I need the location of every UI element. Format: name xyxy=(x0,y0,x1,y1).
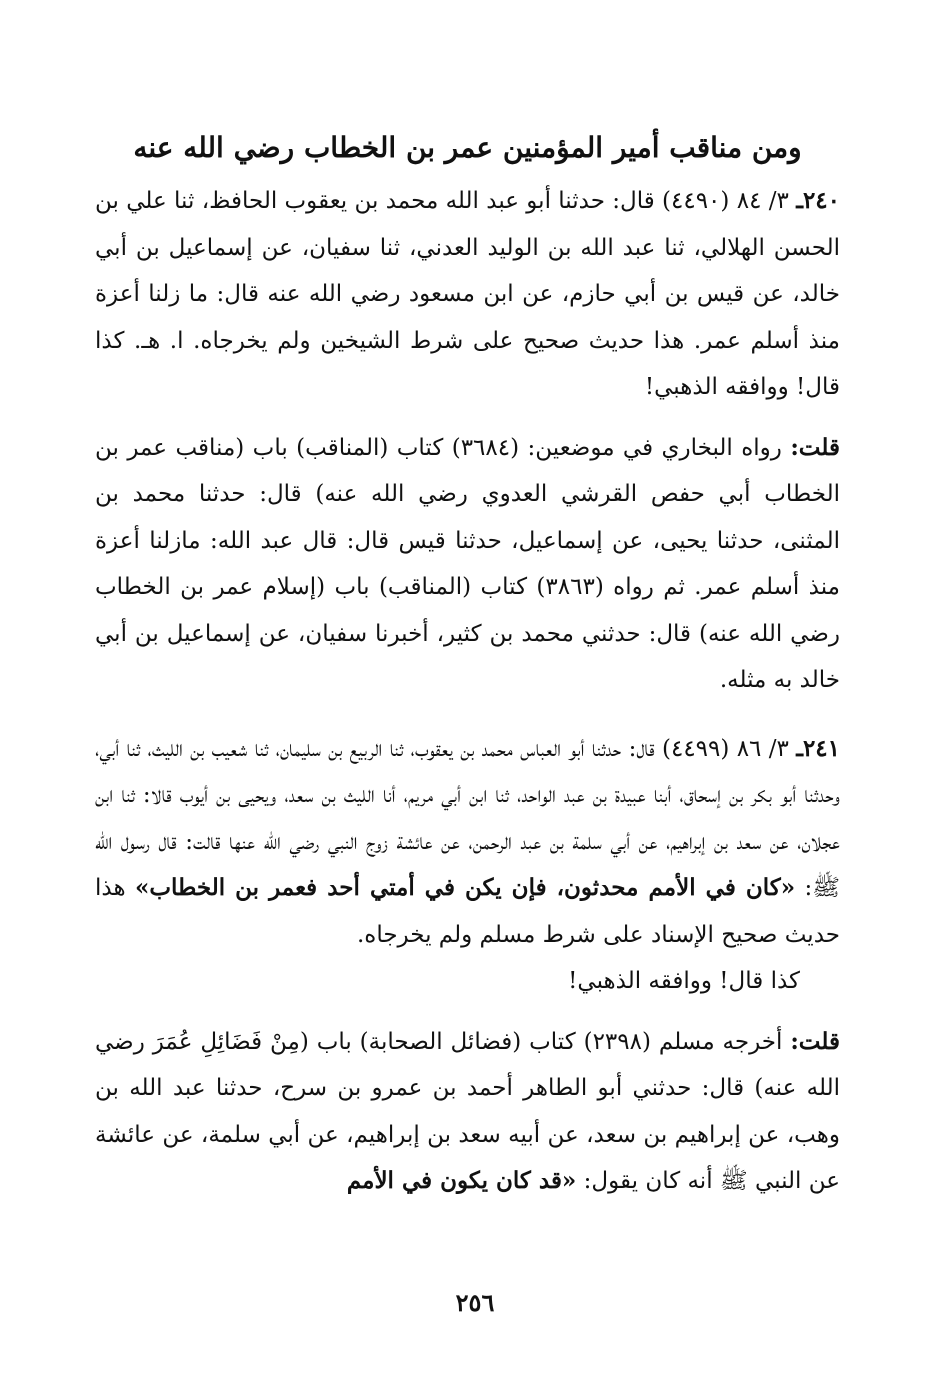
commentary-241 xyxy=(95,1019,840,1205)
hadith-number: ٢٤١ـ xyxy=(796,734,840,762)
page-number: ٢٥٦ xyxy=(455,1288,495,1317)
hadith-241 xyxy=(95,726,840,959)
commentary-text: أخرجه مسلم (٢٣٩٨) كتاب (فضائل الصحابة) باب (مِنْ فَضَائِلِ عُمَرَ رضي الله عنه) قال: حدثني أبو الطاهر أحمد بن عمرو بن سرح، حدثنا عبد الله بن وهب، عن إبراهيم بن سعد، عن أبيه سعد بن إبراهيم، عن أبي سلمة، عن عائشة عن النبي ﷺ أنه كان يقول: xyxy=(95,1028,840,1194)
hadith-text-end: هذا حديث صحيح الإسناد على شرط مسلم ولم يخرجاه. xyxy=(95,875,840,948)
commentary-lead: قلت: xyxy=(790,433,840,461)
hadith-number: ٢٤٠ـ xyxy=(796,187,841,214)
hadith-quote: «كان في الأمم محدثون، فإن يكن في أمتي أحد فعمر بن الخطاب» xyxy=(134,874,796,901)
hadith-text: ٣/ ٨٤ (٤٤٩٠) قال: حدثنا أبو عبد الله محمد بن يعقوب الحافظ، ثنا علي بن الحسن الهلالي، ثنا عبد الله بن الوليد العدني، ثنا سفيان، عن إسماعيل بن أبي خالد، عن قيس بن أبي حازم، عن ابن مسعود رضي الله عنه قال: ما زلنا أعزة منذ أسلم عمر. هذا حديث صحيح على شرط الشيخين ولم يخرجاه. ا. هـ. كذا قال! ووافقه الذهبي! xyxy=(95,188,840,400)
section-title: ومن مناقب أمير المؤمنين عمر بن الخطاب رضي الله عنه xyxy=(133,131,802,164)
hadith-240 xyxy=(95,178,840,411)
commentary-lead: قلت: xyxy=(790,1027,840,1055)
commentary-quote: «قد كان يكون في الأمم xyxy=(346,1167,577,1194)
hadith-text: ٣/ ٨٦ (٤٤٩٩) قال: حدثنا أبو العباس محمد بن يعقوب، ثنا الربيع بن سليمان، ثنا شعيب بن الليث، ثنا أبي، وحدثنا أبو بكر بن إسحاق، أبنا عبيدة بن عبد الواحد، ثنا ابن أبي مريم، أنا الليث بن سعد، ويحيى بن أيوب قالا: ثنا ابن عجلان، عن سعد بن إبراهيم، عن أبي سلمة بن عبد الرحمن، عن عائشة زوج النبي رضي الله عنها قالت: قال رسول الله ﷺ: xyxy=(95,735,840,901)
remark-241: كذا قال! ووافقه الذهبي! xyxy=(568,968,800,994)
commentary-240 xyxy=(95,425,840,704)
commentary-text: رواه البخاري في موضعين: (٣٦٨٤) كتاب (المناقب) باب (مناقب عمر بن الخطاب أبي حفص القرشي العدوي رضي الله عنه) قال: حدثنا محمد بن المثنى، حدثنا يحيى، عن إسماعيل، حدثنا قيس قال: قال عبد الله: مازلنا أعزة منذ أسلم عمر. ثم رواه (٣٨٦٣) كتاب (المناقب) باب (إسلام عمر بن الخطاب رضي الله عنه) قال: حدثني محمد بن كثير، أخبرنا سفيان، عن إسماعيل بن أبي خالد به مثله. xyxy=(95,434,840,693)
